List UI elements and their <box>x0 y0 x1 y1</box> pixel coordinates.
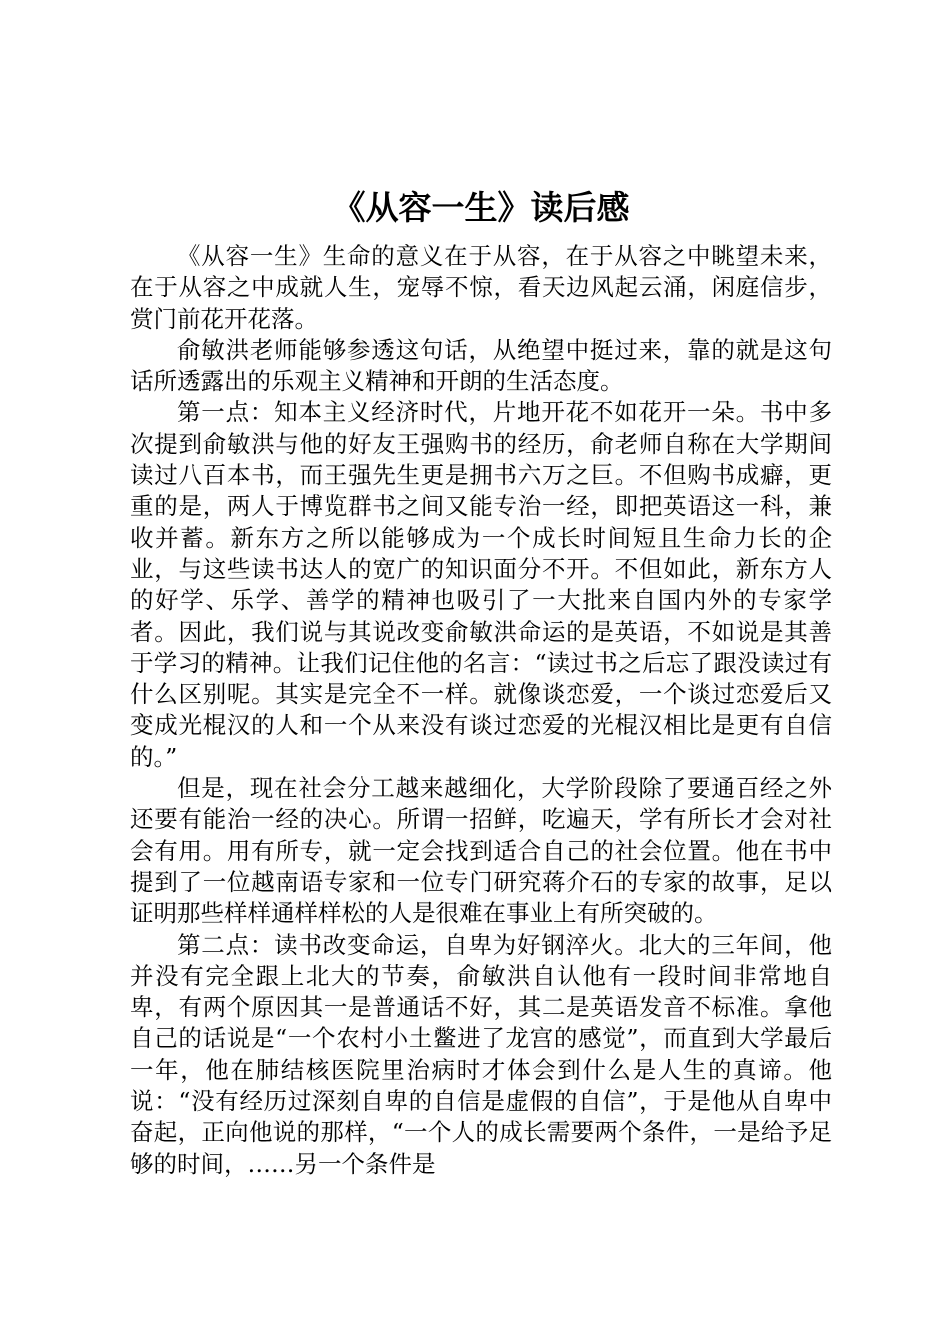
paragraph-point-two: 第二点：读书改变命运，自卑为好钢淬火。北大的三年间，他并没有完全跟上北大的节奏，俞敏洪自认他有一段时间非常地自卑，有两个原因其一是普通话不好，其二是英语发音不标准。拿他自己的话说是“一个农村小土鳖进了龙宫的感觉”，而直到大学最后一年，他在肺结核医院里治病时才体会到什么是人生的真谛。他说：“没有经历过深刻自卑的自信是虚假的自信”，于是他从自卑中奋起，正向他说的那样，“一个人的成长需要两个条件，一是给予足够的时间，……另一个条件是 <box>130 930 832 1178</box>
paragraph-specialization: 但是，现在社会分工越来越细化，大学阶段除了要通百经之外还要有能治一经的决心。所谓一招鲜，吃遍天，学有所长才会对社会有用。用有所专，就一定会找到适合自己的社会位置。他在书中提到了一位越南语专家和一位专门研究蒋介石的专家的故事，足以证明那些样样通样样松的人是很难在事业上有所突破的。 <box>130 774 832 928</box>
paragraph-point-one: 第一点：知本主义经济时代，片地开花不如花开一朵。书中多次提到俞敏洪与他的好友王强购书的经历，俞老师自称在大学期间读过八百本书，而王强先生更是拥书六万之巨。不但购书成癖，更重的是，两人于博览群书之间又能专治一经，即把英语这一科，兼收并蓄。新东方之所以能够成为一个成长时间短且生命力长的企业，与这些读书达人的宽广的知识面分不开。不但如此，新东方人的好学、乐学、善学的精神也吸引了一大批来自国内外的专家学者。因此，我们说与其说改变俞敏洪命运的是英语，不如说是其善于学习的精神。让我们记住他的名言：“读过书之后忘了跟没读过有什么区别呢。其实是完全不一样。就像谈恋爱，一个谈过恋爱后又变成光棍汉的人和一个从来没有谈过恋爱的光棍汉相比是更有自信的。” <box>130 398 832 771</box>
paragraph-attitude: 俞敏洪老师能够参透这句话，从绝望中挺过来，靠的就是这句话所透露出的乐观主义精神和开朗的生活态度。 <box>130 335 832 396</box>
document-title: 《从容一生》读后感 <box>332 188 630 227</box>
paragraph-intro: 《从容一生》生命的意义在于从容，在于从容之中眺望未来，在于从容之中成就人生，宠辱不惊，看天边风起云涌，闲庭信步，赏门前花开花落。 <box>130 242 832 333</box>
document-body <box>130 241 832 1180</box>
